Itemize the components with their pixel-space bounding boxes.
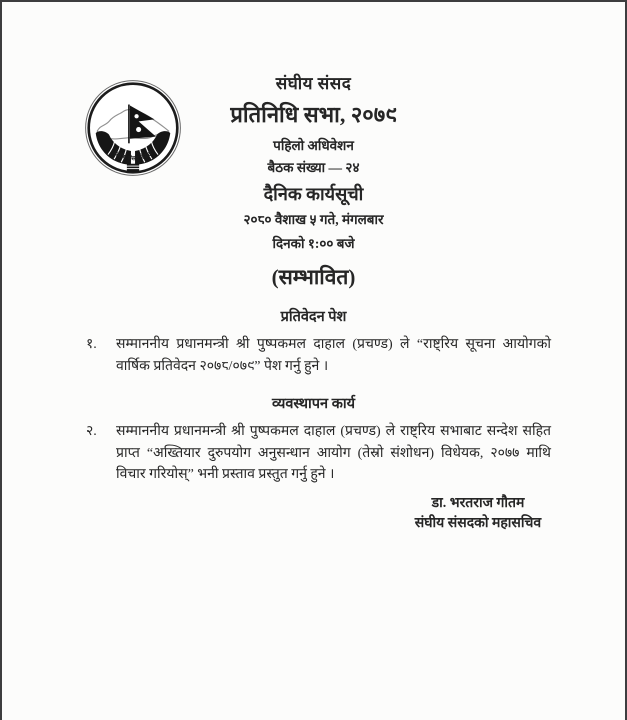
agenda-item (86, 421, 551, 486)
agenda-item-number: २. (86, 424, 97, 439)
meeting-date: २०८० वैशाख ५ गते, मंगलबार (243, 212, 384, 227)
meeting-time: दिनको १:०० बजे (272, 235, 355, 251)
meeting-number: बैठक संख्या — २४ (267, 159, 360, 175)
signatory-name: डा. भरतराज गौतम (431, 495, 525, 511)
session-line: पहिलो अधिवेशन (273, 137, 354, 153)
section-heading-legislative: व्यवस्थापन कार्य (271, 396, 355, 412)
agenda-item-text: सम्माननीय प्रधानमन्त्री श्री पुष्पकमल दाहाल (प्रचण्ड) ले राष्ट्रिय सभाबाट सन्देश सहित प्राप्त “अख्तियार दुरुपयोग अनुसन्धान आयोग (तेस्रो संशोधन) विधेयक, २०७७ माथि विचार गरियोस्” भनी प्रस्ताव प्रस्तुत गर्नु हुने । (116, 424, 551, 482)
assembly-title: प्रतिनिधि सभा, २०७९ (230, 102, 397, 128)
signatory-title: संघीय संसदको महासचिव (414, 515, 542, 531)
agenda-item-text: सम्माननीय प्रधानमन्त्री श्री पुष्पकमल दाहाल (प्रचण्ड) ले “राष्ट्रिय सूचना आयोगको वार्षिक प्रतिवेदन २०७८/०७९” पेश गर्नु हुने । (116, 337, 551, 374)
section-heading-report: प्रतिवेदन पेश (280, 309, 347, 325)
agenda-item-number: १. (86, 337, 97, 352)
agenda-item (86, 334, 551, 377)
federal-parliament-nepal-emblem-icon (84, 79, 182, 177)
document-title: दैनिक कार्यसूची (263, 183, 364, 204)
tentative-label: (सम्भावित) (271, 264, 356, 289)
emblem-caption: संघीय संसद नेपाल (112, 150, 154, 163)
signature-block (373, 494, 583, 534)
org-name: संघीय संसद (275, 74, 352, 93)
